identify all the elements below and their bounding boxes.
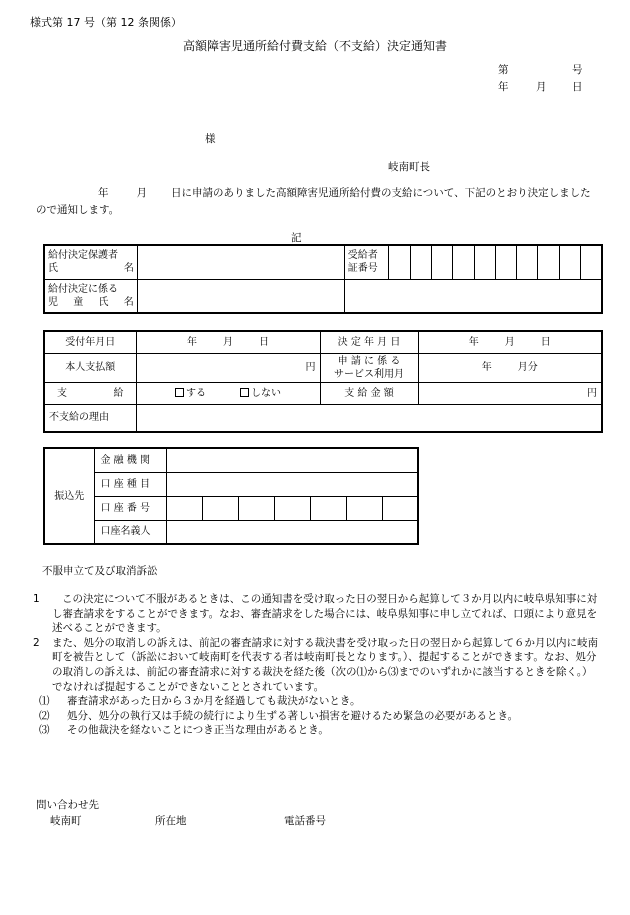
payment-amount-field[interactable] xyxy=(418,382,602,404)
notice-body xyxy=(36,185,600,219)
recipient-number-digit[interactable] xyxy=(538,245,559,279)
account-holder-label: 口座名義人 xyxy=(94,520,166,544)
contact-phone-label: 電話番号 xyxy=(284,815,326,827)
nonpayment-reason-field[interactable] xyxy=(136,404,602,432)
appeal-item: ⑵ 処分、処分の執行又は手続の続行により生ずる著しい損害を避けるため緊急の必要があるとき。 xyxy=(39,709,519,722)
service-month-label: 申 請 に 係 る サービス利用月 xyxy=(320,353,418,382)
account-number-label: 口 座 番 号 xyxy=(94,496,166,520)
body-text: 日に申請のありました高額障害児通所給付費の支給について、下記のとおり決定しましたので通知します。 xyxy=(36,187,591,216)
account-number-digit[interactable] xyxy=(202,496,238,520)
payment-amount-label: 支 給 金 額 xyxy=(320,382,418,404)
issuer-name: 岐南町長 xyxy=(388,161,430,173)
appeal-title: 不服申立て及び取消訴訟 xyxy=(42,565,158,577)
bank-name-field[interactable] xyxy=(166,448,418,472)
recipient-table xyxy=(43,244,603,314)
appeal-item: ⑶ その他裁決を経ないことにつき正当な理由があるとき。 xyxy=(39,724,329,737)
document-number-suffix: 号 xyxy=(572,64,583,76)
nonpayment-reason-label: 不支給の理由 xyxy=(44,404,136,432)
recipient-number-digit[interactable] xyxy=(559,245,580,279)
account-number-digit[interactable] xyxy=(382,496,418,520)
recipient-number-digit[interactable] xyxy=(581,245,602,279)
guardian-name-label xyxy=(44,245,137,279)
decision-table xyxy=(43,330,603,433)
recipient-number-digit[interactable] xyxy=(495,245,516,279)
recipient-number-digit[interactable] xyxy=(474,245,495,279)
self-pay-label: 本人支払額 xyxy=(44,353,136,382)
account-number-digit[interactable] xyxy=(310,496,346,520)
received-date-field[interactable]: 年 月 日 xyxy=(136,331,320,353)
payment-label: 支 給 xyxy=(44,382,136,404)
payment-options xyxy=(136,382,320,404)
child-name-field[interactable] xyxy=(137,279,344,313)
payment-no-option[interactable]: しない xyxy=(240,387,281,400)
appeal-notes xyxy=(33,592,603,738)
account-number-digit[interactable] xyxy=(274,496,310,520)
bank-name-label: 金 融 機 関 xyxy=(94,448,166,472)
payment-yes-option[interactable]: する xyxy=(175,387,206,400)
issue-date-month: 月 xyxy=(536,81,547,93)
guardian-label-line2: 氏 名 xyxy=(48,263,134,275)
issue-date-day: 日 xyxy=(572,81,583,93)
payment-amount-unit: 円 xyxy=(587,387,597,399)
decision-date-label: 決 定 年 月 日 xyxy=(320,331,418,353)
received-date-label: 受付年月日 xyxy=(44,331,136,353)
bank-transfer-table xyxy=(43,447,419,545)
account-holder-field[interactable] xyxy=(166,520,418,544)
form-number: 様式第 17 号（第 12 条関係） xyxy=(30,16,182,29)
contact-town: 岐南町 xyxy=(50,815,82,827)
recipient-number-digit[interactable] xyxy=(517,245,538,279)
checkbox-icon[interactable] xyxy=(240,388,249,397)
issue-date-year: 年 xyxy=(498,81,509,93)
empty-cell xyxy=(344,279,602,313)
body-month: 月 xyxy=(136,187,147,199)
decision-date-field[interactable]: 年 月 日 xyxy=(418,331,602,353)
contact-title: 問い合わせ先 xyxy=(36,799,99,811)
account-type-label: 口 座 種 目 xyxy=(94,472,166,496)
document-number-label: 第 xyxy=(498,64,509,76)
account-number-digit[interactable] xyxy=(238,496,274,520)
document-title: 高額障害児通所給付費支給（不支給）決定通知書 xyxy=(182,39,447,53)
account-number-digit[interactable] xyxy=(346,496,382,520)
child-name-label: 給付決定に係る 児 童 氏 名 xyxy=(44,279,137,313)
recipient-number-digit[interactable] xyxy=(432,245,453,279)
appeal-item: 2 また、処分の取消しの訴えは、前記の審査請求に対する裁決書を受け取った日の翌日から起算して６か月以内に岐南町を被告として（訴訟において岐南町を代表する者は岐南町長となります。）、提起することができます。なお、処分の取消しの訴えは、前記の審査請求に対する裁決を経た後（次の⑴から⑶までのいずれかに該当するときを除く。）でなければ提起することができないこととされています。 xyxy=(33,636,598,693)
contact-address-label: 所在地 xyxy=(155,815,187,827)
self-pay-unit: 円 xyxy=(305,362,316,373)
appeal-item: 1 この決定について不服があるときは、この通知書を受け取った日の翌日から起算して３か月以内に岐阜県知事に対し審査請求をすることができます。なお、審査請求をした場合には、岐阜県知事に申し立てれば、口頭により意見を述べることができます。 xyxy=(33,593,598,635)
ki-heading: 記 xyxy=(291,232,302,244)
recipient-number-label: 受給者 証番号 xyxy=(344,245,389,279)
account-type-field[interactable] xyxy=(166,472,418,496)
guardian-name-field[interactable] xyxy=(137,245,344,279)
body-year: 年 xyxy=(98,187,109,199)
recipient-number-digit[interactable] xyxy=(410,245,431,279)
service-month-field[interactable]: 年 月分 xyxy=(418,353,602,382)
addressee-honorific: 様 xyxy=(205,133,216,145)
checkbox-icon[interactable] xyxy=(175,388,184,397)
account-number-digit[interactable] xyxy=(166,496,202,520)
recipient-number-digit[interactable] xyxy=(389,245,410,279)
transfer-group-label: 振込先 xyxy=(44,448,94,544)
self-pay-field[interactable] xyxy=(136,353,320,382)
guardian-label-line1: 給付決定保護者 xyxy=(48,250,118,262)
appeal-item: ⑴ 審査請求があった日から３か月を経過しても裁決がないとき。 xyxy=(39,695,361,708)
recipient-number-digit[interactable] xyxy=(453,245,474,279)
